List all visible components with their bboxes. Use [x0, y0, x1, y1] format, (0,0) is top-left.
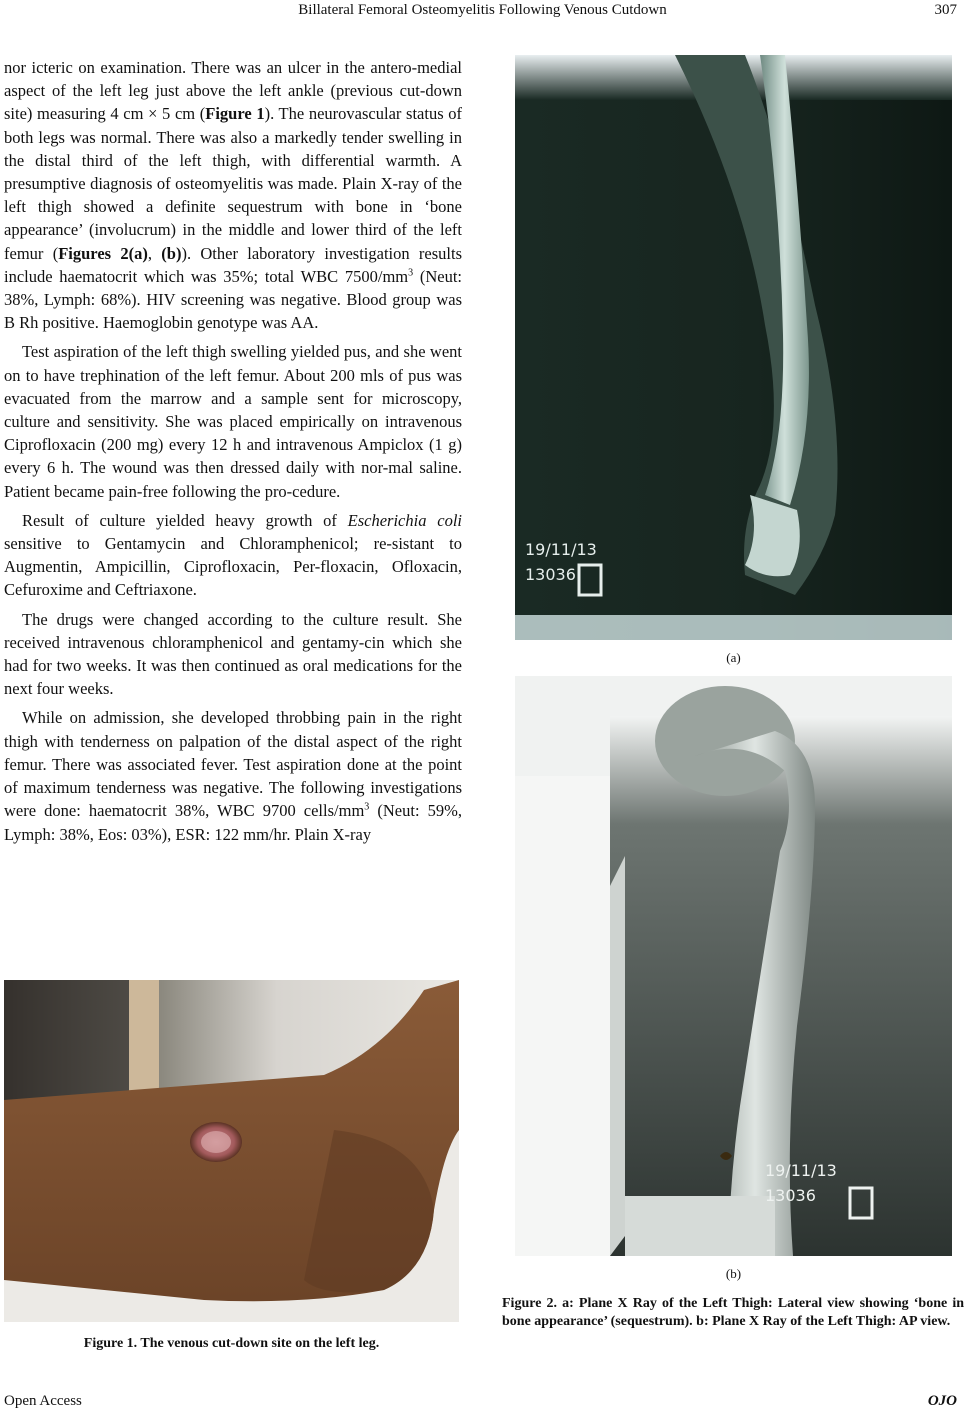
- femur-ap-xray: [515, 676, 952, 1256]
- figure-2a-xray: [515, 55, 952, 640]
- figure-1-caption: Figure 1. The venous cut-down site on the left leg.: [83, 1336, 380, 1351]
- figure-2b-label: (b): [725, 1266, 742, 1281]
- page-header: [0, 0, 965, 24]
- femur-lateral-xray: [515, 55, 952, 640]
- figure-1-photo: [4, 980, 459, 1322]
- figure-2b-xray: [515, 676, 952, 1256]
- leg-ulcer-illustration: [4, 980, 459, 1322]
- footer-journal: OJO: [927, 1393, 957, 1409]
- paragraph-5: While on admission, she developed throbbing pain in the right thigh with tenderness on palpation of the distal aspect of the right femur. There was associated fever. Test aspiration done at the point of maximum tenderness was negative. The following investigations were done: haematocrit 38%, WBC 9700 cells/$mm^3$ (Neut: 59%, Lymph: 38%, Eos: 03%), ESR: 122 mm/hr. Plain X-ray: [4, 708, 462, 844]
- figure-2-caption: Figure 2. a: Plane X Ray of the Left Thigh: Lateral view showing ‘bone in bone appearance’ (sequestrum). b: Plane X Ray of the Left Thigh: AP view.: [502, 1296, 964, 1329]
- figure-1-ref[interactable]: Figure 1: [205, 104, 265, 124]
- running-title: Billateral Femoral Osteomyelitis Following Venous Cutdown: [298, 2, 667, 18]
- figure-2b-ref[interactable]: (b): [161, 243, 182, 263]
- xray-date-mark-b: 19/11/13: [765, 1161, 837, 1180]
- paragraph-2: Test aspiration of the left thigh swelling yielded pus, and she went on to have trephination of the left femur. About 200 mls of pus was evacuated from the marrow and a sample sent for microscopy, culture and sensitivity. She was placed empirically on intravenous Ciprofloxacin (200 mg) every 12 h and intravenous Ampiclox (1 g) every 6 h. The wound was then dressed daily with nor-mal saline. Patient became pain-free following the pro-cedure.: [4, 342, 462, 501]
- figure-2a-ref[interactable]: Figures 2(a): [58, 243, 148, 263]
- body-text-column: [4, 56, 462, 852]
- footer-open-access: Open Access: [4, 1393, 82, 1409]
- figure-2a-label: (a): [726, 650, 741, 665]
- xray-id-mark: 13036: [525, 565, 576, 584]
- xray-date-mark: 19/11/13: [525, 540, 597, 559]
- paragraph-4: The drugs were changed according to the culture result. She received intravenous chloramphenicol and gentamy-cin which she had for two weeks. It was then continued as oral medications for the next four weeks.: [4, 609, 462, 699]
- paragraph-1: nor icteric on examination. There was an ulcer in the antero-medial aspect of the left leg just above the left ankle (previous cut-down site) measuring 4 cm × 5 cm (Figure 1). The neurovascular status of both legs was normal. There was also a markedly tender swelling in the distal third of the left thigh, with differential warmth. A presumptive diagnosis of osteomyelitis was made. Plain X-ray of the left thigh showed a definite sequestrum with bone in ‘bone appearance’ (involucrum) in the middle and lower third of the left femur (Figures 2(a), (b)). Other laboratory investigation results include haematocrit which was 35%; total WBC $7500/mm^3$ (Neut: 38%, Lymph: 68%). HIV screening was negative. Blood group was B Rh positive. Haemoglobin genotype was AA.: [4, 58, 462, 333]
- page-number: 307: [934, 2, 957, 18]
- paragraph-3: Result of culture yielded heavy growth of Escherichia coli sensitive to Gentamycin and Chloramphenicol; re-sistant to Augmentin, Ampicillin, Ciprofloxacin, Per-floxacin, Ofloxacin, Cefuroxime and Ceftriaxone.: [4, 510, 462, 600]
- xray-id-mark-b: 13036: [765, 1186, 816, 1205]
